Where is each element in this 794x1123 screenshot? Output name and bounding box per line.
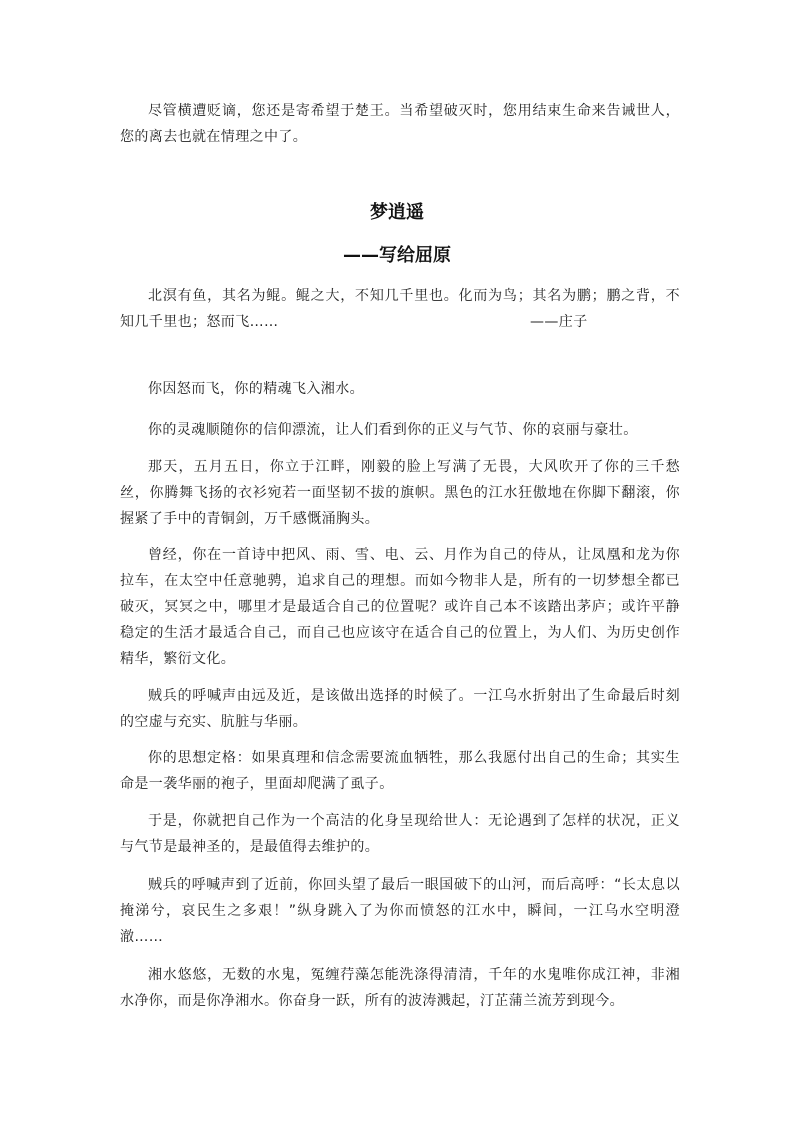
intro-paragraph: 尽管横遭贬谪，您还是寄希望于楚王。当希望破灭时，您用结束生命来告诫世人，您的离去也就在情理之中了。 (120, 103, 680, 145)
body-paragraph: 于是，你就把自己作为一个高洁的化身呈现给世人：无论遇到了怎样的状况，正义与气节是最神圣的，是最值得去维护的。 (120, 813, 680, 855)
epigraph-text: 北溟有鱼，其名为鲲。鲲之大，不知几千里也。化而为鸟；其名为鹏；鹏之背，不知几千里也；怒而飞…… (120, 288, 680, 330)
body-paragraph: 你因怒而飞，你的精魂飞入湘水。 (148, 381, 364, 397)
body-paragraph: 曾经，你在一首诗中把风、雨、雪、电、云、月作为自己的侍从，让凤凰和龙为你拉车，在太空中任意驰骋，追求自己的理想。而如今物非人是，所有的一切梦想全都已破灭，冥冥之中，哪里才是最适合自己的位置呢？或许自己本不该踏出茅庐；或许平静稳定的生活才最适合自己，而自己也应该守在适合自己的位置上，为人们、为历史创作精华，繁衍文化。 (120, 547, 680, 667)
essay-subtitle: ——写给屈原 (343, 245, 451, 266)
body-paragraph: 你的灵魂顺随你的信仰漂流，让人们看到你的正义与气节、你的哀丽与豪壮。 (148, 422, 638, 438)
epigraph-source: ——庄子 (530, 314, 588, 330)
body-paragraph: 湘水悠悠，无数的水鬼，冤缠荇藻怎能洗涤得清清，千年的水鬼唯你成江神，非湘水净你，而是你净湘水。你奋身一跃，所有的波涛溅起，汀芷蒲兰流芳到现今。 (120, 967, 680, 1009)
body-paragraph: 贼兵的呼喊声到了近前，你回头望了最后一眼国破下的山河，而后高呼：“长太息以掩涕兮，哀民生之多艰！”纵身跳入了为你而愤怒的江水中，瞬间，一江乌水空明澄澈…… (120, 877, 680, 945)
body-paragraph: 贼兵的呼喊声由远及近，是该做出选择的时候了。一江乌水折射出了生命最后时刻的空虚与充实、肮脏与华丽。 (120, 688, 680, 730)
body-paragraph: 你的思想定格：如果真理和信念需要流血牺牲，那么我愿付出自己的生命；其实生命是一袭华丽的袍子，里面却爬满了虱子。 (120, 750, 680, 792)
body-paragraph: 那天，五月五日，你立于江畔，刚毅的脸上写满了无畏，大风吹开了你的三千愁丝，你腾舞飞扬的衣衫宛若一面坚韧不拔的旗帜。黑色的江水狂傲地在你脚下翻滚，你握紧了手中的青铜剑，万千感慨涌胸头。 (120, 459, 680, 527)
essay-title: 梦逍遥 (370, 202, 424, 223)
